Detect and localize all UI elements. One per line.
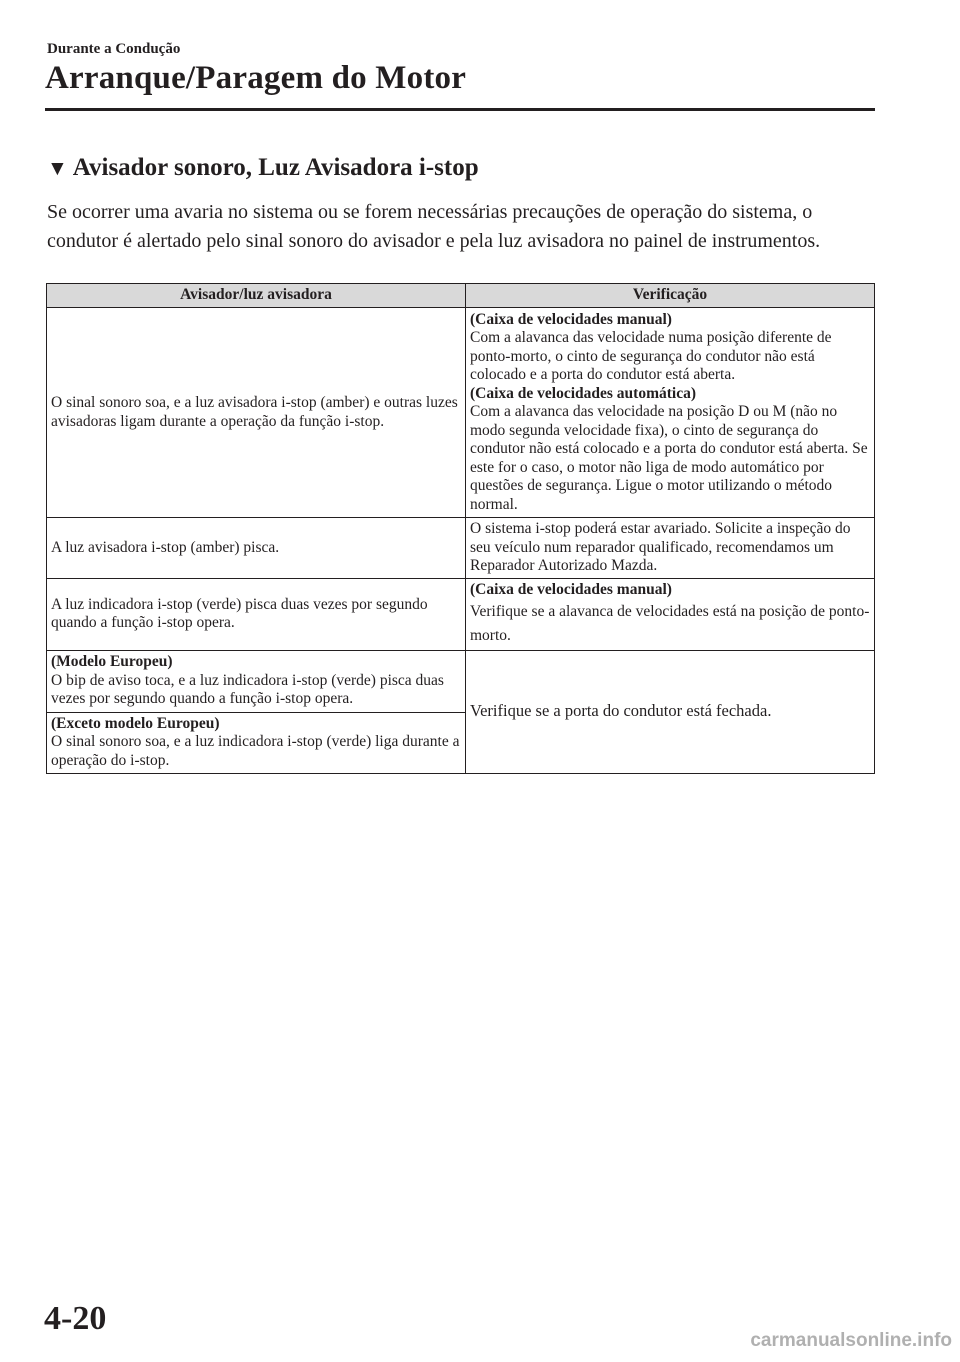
check-title: (Caixa de velocidades manual) — [470, 310, 672, 328]
warning-cell — [47, 518, 466, 579]
check-title: (Caixa de velocidades manual) — [470, 581, 672, 598]
page-number: 4-20 — [44, 1300, 107, 1337]
warning-cell — [47, 712, 466, 773]
warning-text: O bip de aviso toca, e a luz indicadora i-stop (verde) pisca duas vezes por segundo quando a função i-stop opera. — [51, 671, 444, 708]
table-row — [47, 518, 875, 579]
check-cell — [466, 579, 875, 651]
subsection-heading — [47, 154, 479, 182]
subsection-heading-text: Avisador sonoro, Luz Avisadora i-stop — [72, 154, 479, 181]
check-text: Com a alavanca das velocidade na posição D ou M (não no modo segunda velocidade fixa), o cinto de segurança do condutor não está colocado e a porta do condutor está aberta. Se este for o caso, o motor não liga de modo automático por questões de segurança. Ligue o motor utilizando o método normal. — [470, 403, 868, 513]
table-row — [47, 579, 875, 651]
warning-title: (Modelo Europeu) — [51, 653, 173, 671]
intro-paragraph: Se ocorrer uma avaria no sistema ou se forem necessárias precauções de operação do sistema, o condutor é alertado pelo sinal sonoro do avisador e pela luz avisadora no painel de instrumentos. — [47, 201, 821, 252]
check-title: (Caixa de velocidades automática) — [470, 384, 697, 402]
table-row — [47, 308, 875, 518]
warning-text: O sinal sonoro soa, e a luz indicadora i-stop (verde) liga durante a operação do i-stop. — [51, 733, 460, 769]
table-row — [47, 650, 875, 712]
warning-text: A luz avisadora i-stop (amber) pisca. — [51, 538, 280, 556]
warning-cell — [47, 650, 466, 712]
check-text: Verifique se a alavanca de velocidades está na posição de ponto-morto. — [470, 602, 870, 644]
warning-cell — [47, 308, 466, 518]
column-header-check: Verificação — [466, 284, 875, 308]
warning-cell — [47, 579, 466, 651]
table-header-row — [47, 284, 875, 308]
warning-table — [46, 283, 875, 774]
section-label: Durante a Condução — [47, 41, 181, 57]
title-divider — [45, 108, 875, 111]
column-header-warning: Avisador/luz avisadora — [47, 284, 466, 308]
warning-text: A luz indicadora i-stop (verde) pisca duas vezes por segundo quando a função i-stop opera. — [51, 595, 428, 632]
check-text: Verifique se a porta do condutor está fechada. — [470, 701, 772, 721]
page-title: Arranque/Paragem do Motor — [45, 60, 467, 96]
check-text: O sistema i-stop poderá estar avariado. Solicite a inspeção do seu veículo num reparador qualificado, recomendamos um Reparador Autorizado Mazda. — [470, 520, 851, 575]
warning-text: O sinal sonoro soa, e a luz avisadora i-stop (amber) e outras luzes avisadoras ligam durante a operação da função i-stop. — [51, 394, 458, 430]
triangle-down-icon: ▼ — [47, 155, 68, 180]
check-cell — [466, 518, 875, 579]
check-cell — [466, 308, 875, 518]
warning-title: (Exceto modelo Europeu) — [51, 714, 220, 732]
watermark: carmanualsonline.info — [750, 1330, 952, 1351]
check-text: Com a alavanca das velocidade numa posição diferente de ponto-morto, o cinto de segurança do condutor não está colocado e a porta do condutor está aberta. — [470, 329, 832, 384]
check-cell — [466, 650, 875, 773]
